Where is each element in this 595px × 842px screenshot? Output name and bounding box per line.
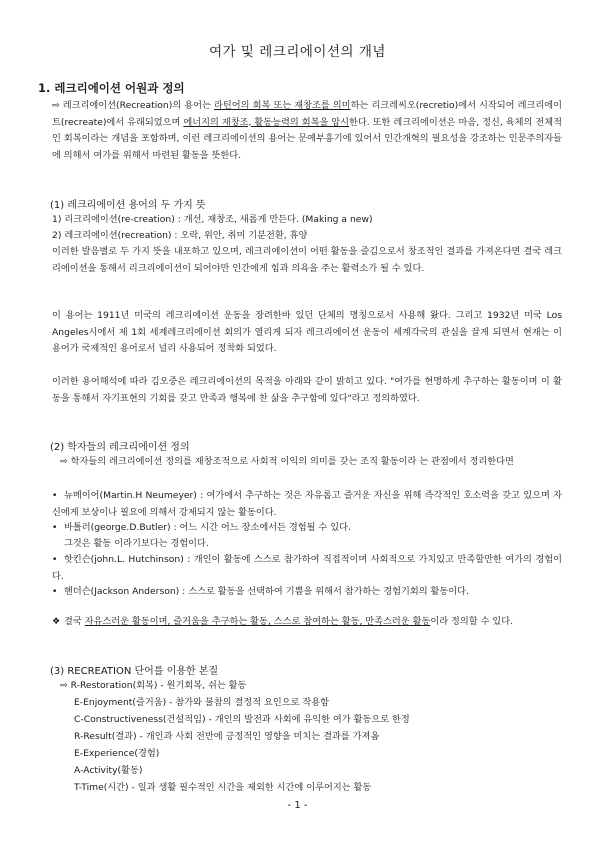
arrow-icon: ⇨: [60, 456, 68, 467]
intro-paragraph: ⇨ 레크리에이션(Recreation)의 용어는 라틴어의 회복 또는 재창조를 의미하는 리크레씨오(recretio)에서 시작되어 레크리에이트(recreate)에서 유래되었으며 에너지의 재창조, 활동능력의 회복을 암시한다. 또한 레크리에이션은 마음, 정신, 육체의 전체적인 회복이라는 개념을 포함하며, 이런 레크리에이션의 용어는 문예부흥기에 있어서 인간개혁의 필요성을 강조하는 인문주의자들에 의해서 여가를 위해서 마련된 활동을 뜻한다.: [52, 100, 562, 161]
list-item: • 핸더슨(Jackson Anderson) : 스스로 활동을 선택하여 기쁨을 위해서 참가하는 경험기회의 활동이다.: [52, 584, 469, 600]
bullet-icon: •: [52, 586, 58, 597]
list-item: • 핫킨슨(john.L. Hutchinson) : 개인이 활동에 스스로 참가하여 직접적이며 사회적으로 가치있고 만족할만한 여가의 경험이다.: [52, 554, 562, 582]
list-item: E-Experience(경험): [74, 748, 160, 759]
list-item: • 뉴메이어(Martin.H Neumeyer) : 여가에서 추구하는 것은 자유롭고 즐거운 자신을 위해 즉각적인 호소력을 갖고 있으며 자신에게 보상이나 필요에 의해서 강제되지 않는 활동이다.: [52, 490, 562, 518]
list-item: T-Time(시간) - 일과 생활 필수적인 시간을 제외한 시간에 이루어지는 활동: [74, 782, 372, 793]
page-title: 여가 및 레크리에이션의 개념: [209, 44, 386, 60]
subsection-heading: (3) RECREATION 단어를 이용한 본질: [50, 666, 219, 677]
list-item-continued: 그것은 활동 이라기보다는 경험이다.: [64, 538, 209, 549]
arrow-icon: ⇨: [60, 680, 68, 691]
section-heading: 1. 레크리에이션 어원과 정의: [38, 81, 185, 95]
summary-paragraph: ❖ 결국 자유스러운 활동이며, 즐거움을 추구하는 활동, 스스로 참여하는 활동, 만족스러운 활동이라 정의할 수 있다.: [52, 614, 562, 631]
body-paragraph: 이러한 용어해석에 따라 김오중은 레크리에이션의 목적을 아래와 같이 밝히고 있다. "여가를 현명하게 추구하는 활동이며 이 활동을 통해서 자기표현의 기회를 갖고 만족과 행복에 찬 삶을 추구함에 있다"라고 정의하였다.: [52, 376, 562, 404]
subsection-heading: (1) 레크리에이션 용어의 두 가지 뜻: [50, 200, 206, 211]
list-item: R-Result(결과) - 개인과 사회 전반에 긍정적인 영향을 미치는 결과를 가져옴: [74, 731, 380, 742]
bullet-icon: •: [52, 554, 58, 565]
bullet-icon: •: [52, 490, 58, 501]
list-item: A-Activity(활동): [74, 765, 143, 776]
body-paragraph: 이러한 발음별로 두 가지 뜻을 내포하고 있으며, 레크리에이션이 어떤 활동을 즐김으로서 창조적인 결과를 가져온다면 결국 레크리에이션을 통해서 리크리에이션이 되어야만 인간에게 힘과 의욕을 주는 활력소가 될 수 있다.: [52, 246, 562, 274]
list-item: • 바틀러(george.D.Butler) : 어느 시간 어느 장소에서든 경험될 수 있다.: [52, 520, 351, 536]
list-item: 1) 리크리에이션(re-creation) : 개선, 재창조, 새롭게 만든다. (Making a new): [52, 214, 373, 225]
diamond-icon: ❖: [52, 616, 61, 627]
list-item: E-Enjoyment(즐거움) - 참가와 불참의 결정적 요인으로 작용함: [74, 697, 330, 708]
bullet-icon: •: [52, 522, 58, 533]
underlined-phrase: 라틴어의 회복 또는 재창조를 의미: [214, 100, 351, 111]
subsection-intro: ⇨ 학자들의 레크리에이션 정의를 재창조적으로 사회적 이익의 의미를 갖는 조직 활동이라 는 관점에서 정리한다면: [60, 456, 514, 467]
page-number: - 1 -: [287, 800, 308, 811]
underlined-phrase: 자유스러운 활동이며, 즐거움을 추구하는 활동, 스스로 참여하는 활동, 만족스러운 활동: [84, 616, 431, 627]
list-item: 2) 레크리에이션(recreation) : 오락, 위안, 취미 기분전환, 휴양: [52, 230, 308, 241]
subsection-heading: (2) 학자들의 레크리에이션 정의: [50, 442, 190, 453]
underlined-phrase: 에너지의 재창조, 활동능력의 회복을 암시: [183, 116, 350, 128]
list-item: C-Constructiveness(건설적임) - 개인의 발전과 사회에 유익한 여가 활동으로 한정: [74, 714, 410, 725]
list-item: ⇨ R-Restoration(회복) - 원기회복, 쉬는 활동: [60, 680, 247, 691]
body-paragraph: 이 용어는 1911년 미국의 레크리에이션 운동을 장려한바 있던 단체의 명칭으로서 사용해 왔다. 그리고 1932년 미국 Los Angeles시에서 제 1회 세계레크리에이션 회의가 열리게 되자 레크리에이션 운동이 세계각국의 관심을 끌게 되면서 현재는 이 용어가 국제적인 용어로서 널리 사용되어 정착화 되었다.: [52, 310, 562, 354]
arrow-icon: ⇨: [52, 100, 60, 111]
